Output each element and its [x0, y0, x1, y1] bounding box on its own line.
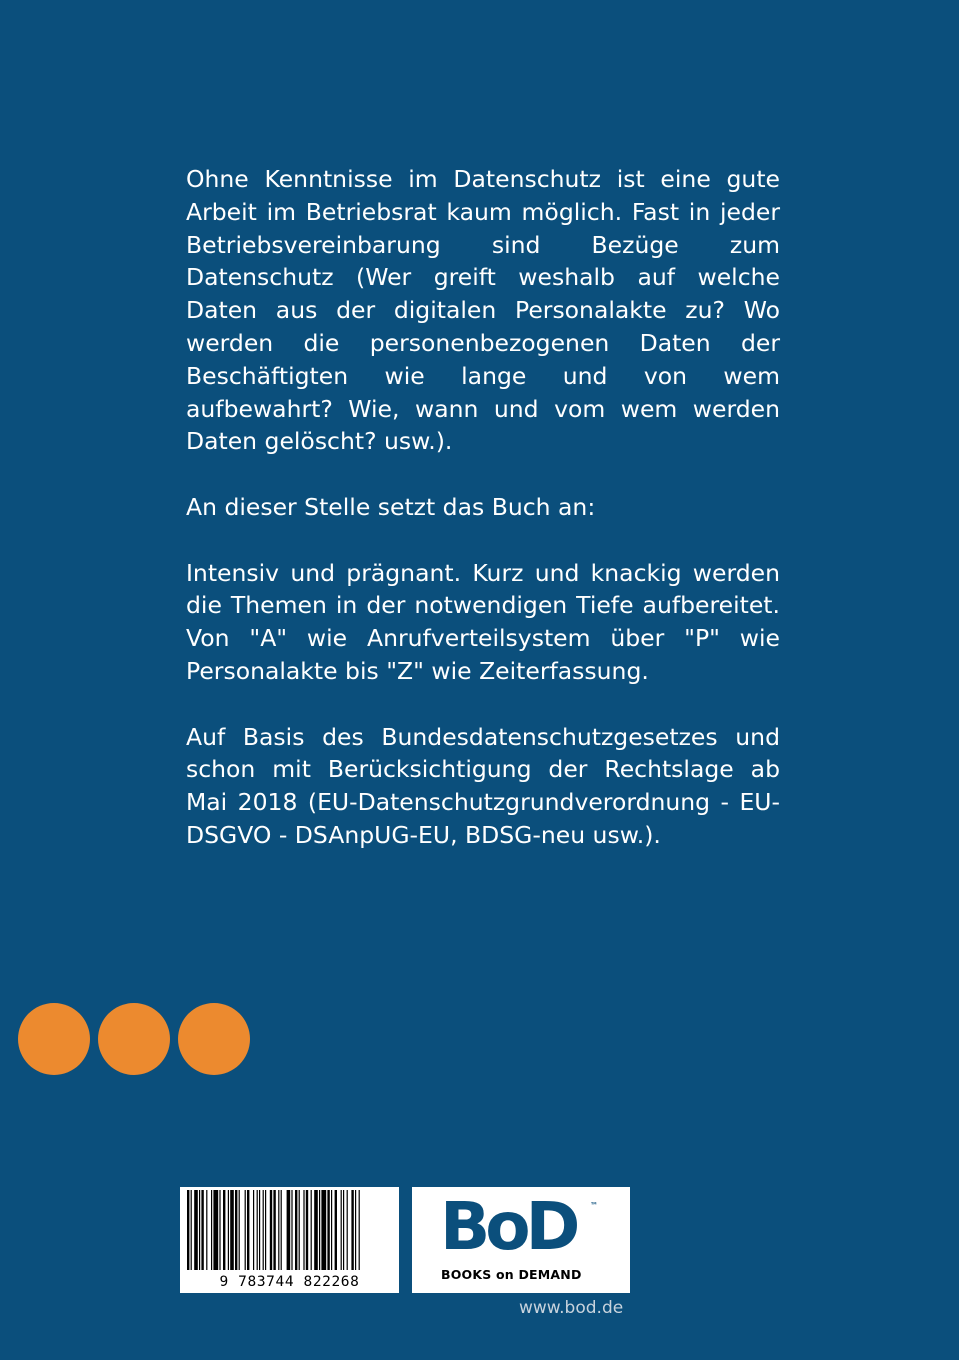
bod-logo: BoD — [440, 1188, 576, 1265]
description-paragraph-2: An dieser Stelle setzt das Buch an: — [186, 492, 596, 521]
orange-dot — [178, 1003, 250, 1075]
bod-tagline: BOOKS on DEMAND — [441, 1267, 582, 1282]
publisher-logo-box — [412, 1187, 630, 1293]
isbn-number: 9 783744 822268 — [219, 1274, 360, 1290]
decorative-dots — [18, 1003, 250, 1075]
description-paragraph-4: Auf Basis des Bundesdatenschutzgesetzes und schon mit Berücksichtigung der Rechtslage ab Mai 2018 (EU-Datenschutzgrundverordnung - EU-DSGVO - DSAnpUG-EU, BDSG-neu usw.). — [186, 722, 780, 849]
isbn-barcode — [180, 1187, 399, 1293]
publisher-url: www.bod.de — [519, 1298, 624, 1318]
barcode-bars — [183, 1190, 396, 1272]
orange-dot — [18, 1003, 90, 1075]
orange-dot — [98, 1003, 170, 1075]
description-paragraph-1: Ohne Kenntnisse im Datenschutz ist eine gute Arbeit im Betriebsrat kaum möglich. Fast in jeder Betriebsvereinbarung sind Bezüge zum Datenschutz (Wer greift weshalb auf welche Daten aus der digitalen Personalakte zu? Wo werden die personenbezogenen Daten der Beschäftigten wie lange und von wem aufbewahrt? Wie, wann und vom wem werden Daten gelöscht? usw.). — [186, 165, 780, 456]
description-paragraph-3: Intensiv und prägnant. Kurz und knackig werden die Themen in der notwendigen Tiefe aufbereitet. Von "A" wie Anrufverteilsystem über "P" wie Personalakte bis "Z" wie Zeiterfassung. — [186, 558, 780, 685]
back-cover-description — [186, 163, 780, 885]
trademark-symbol: ™ — [590, 1201, 598, 1210]
